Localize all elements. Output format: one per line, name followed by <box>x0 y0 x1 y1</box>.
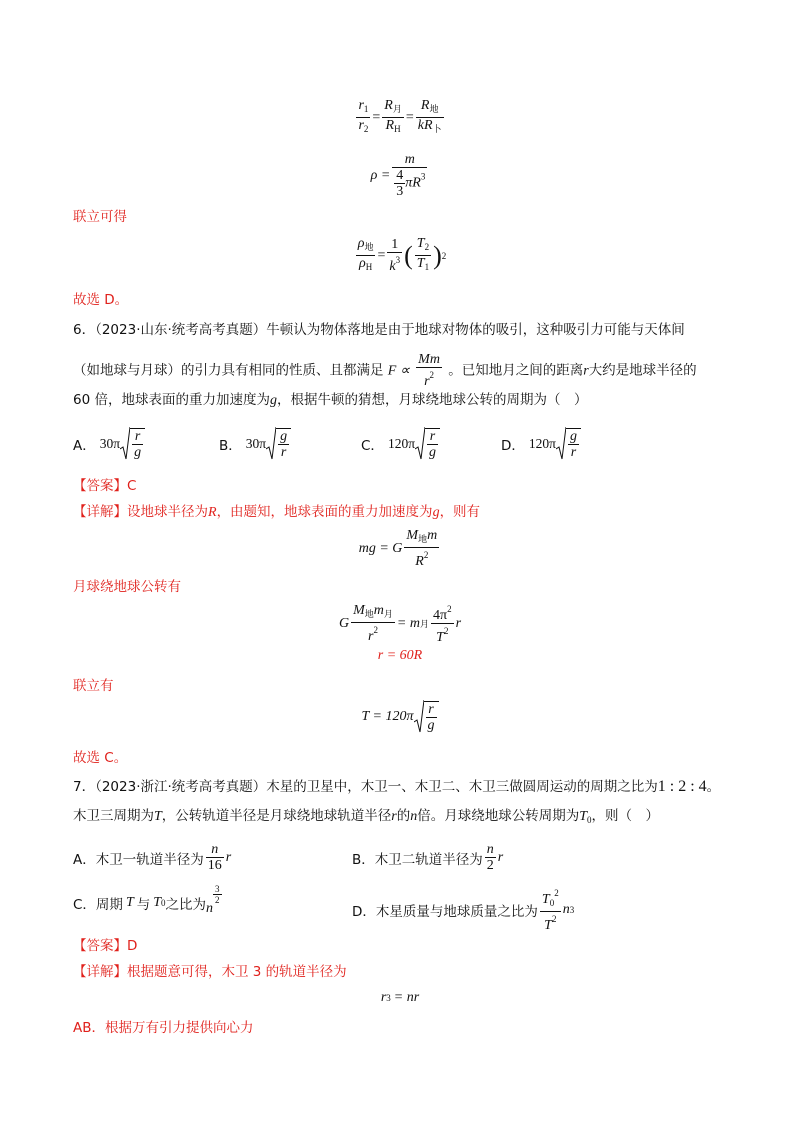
q7-option-a[interactable]: A．木卫一轨道半径为 $\frac{n}{16}$ r <box>73 842 232 873</box>
lianli-text-1: 联立可得 <box>73 209 127 225</box>
q6-line2: （如地球与月球）的引力具有相同的性质、且都满足 F ∝ $\frac{Mm}{r^2}$ 。已知地月之间的距离r大约是地球半径的 <box>73 352 697 389</box>
answer-choose-c: 故选 C。 <box>73 750 128 766</box>
q6-line1: 6．（2023·山东·统考高考真题）牛顿认为物体落地是由于地球对物体的吸引，这种吸引力可能与天体间 <box>73 322 685 338</box>
ab-text: AB．根据万有引力提供向心力 <box>73 1020 254 1036</box>
q6-option-b[interactable]: B． 30π $\frac{g}{r}$ <box>219 427 361 461</box>
q7-line1: 7．（2023·浙江·统考高考真题）木星的卫星中，木卫一、木卫二、木卫三做圆周运动的周期之比为1 : 2 : 4。 <box>73 778 721 795</box>
equation-r-60r: r = 60R <box>377 648 423 663</box>
answer-7: 【答案】D <box>73 938 138 954</box>
equation-period: T = 120π $\frac{r}{g}$ <box>0 700 800 734</box>
q7-option-d[interactable]: D．木星质量与地球质量之比为 $\frac{T_0^2}{T^2}$ n 3 <box>352 888 575 933</box>
answer-6: 【答案】C <box>73 478 137 494</box>
q6-option-a[interactable]: A． 30π $\frac{r}{g}$ <box>73 427 219 461</box>
moon-orbit-text: 月球绕地球公转有 <box>73 579 181 595</box>
detail-6: 【详解】设地球半径为R，由题知，地球表面的重力加速度为g，则有 <box>73 504 481 520</box>
lianli-text-2: 联立有 <box>73 678 114 694</box>
answer-choose-d-1: 故选 D。 <box>73 292 129 308</box>
q6-option-d[interactable]: D． 120π $\frac{g}{r}$ <box>501 427 641 461</box>
q7-option-b[interactable]: B．木卫二轨道半径为 $\frac{n}{2}$ r <box>352 842 504 873</box>
equation-radius-ratio: $\frac{r_1}{r_2}$ = $\frac{R_月}{R_H}$ = $\frac{R_地}{kR_卜}$ <box>358 98 442 134</box>
equation-r3: r 3 = nr <box>380 990 420 1005</box>
q7-option-c[interactable]: C．周期 T 与 T 0 之比为 n $\frac{3}{2}$ <box>73 884 220 916</box>
equation-surface-gravity: mg = G $\frac{M_地m}{R^2}$ <box>358 528 438 569</box>
q6-options <box>73 424 733 464</box>
detail-7: 【详解】根据题意可得，木卫 3 的轨道半径为 <box>73 964 347 980</box>
q7-line2: 木卫三周期为T，公转轨道半径是月球绕地球轨道半径r的n倍。月球绕地球公转周期为$T_0$，则（ ） <box>73 808 660 825</box>
q6-option-c[interactable]: C． 120π $\frac{r}{g}$ <box>361 427 501 461</box>
q6-line3: 60 倍，地球表面的重力加速度为g，根据牛顿的猜想，月球绕地球公转的周期为（ ） <box>73 392 588 408</box>
equation-moon-orbit: G $\frac{M_地m_月}{r^2}$ = m 月 $\frac{4\pi^2}{T^2}$ r <box>338 603 462 645</box>
equation-density-ratio: $\frac{\rho_地}{\rho_H}$ = $\frac{1}{k^3}$ ( $\frac{T_2}{T_1}$ ) 2 <box>357 236 447 274</box>
equation-density: ρ = m $\frac{4}{3}$ $\pi R^3$ <box>370 152 426 199</box>
